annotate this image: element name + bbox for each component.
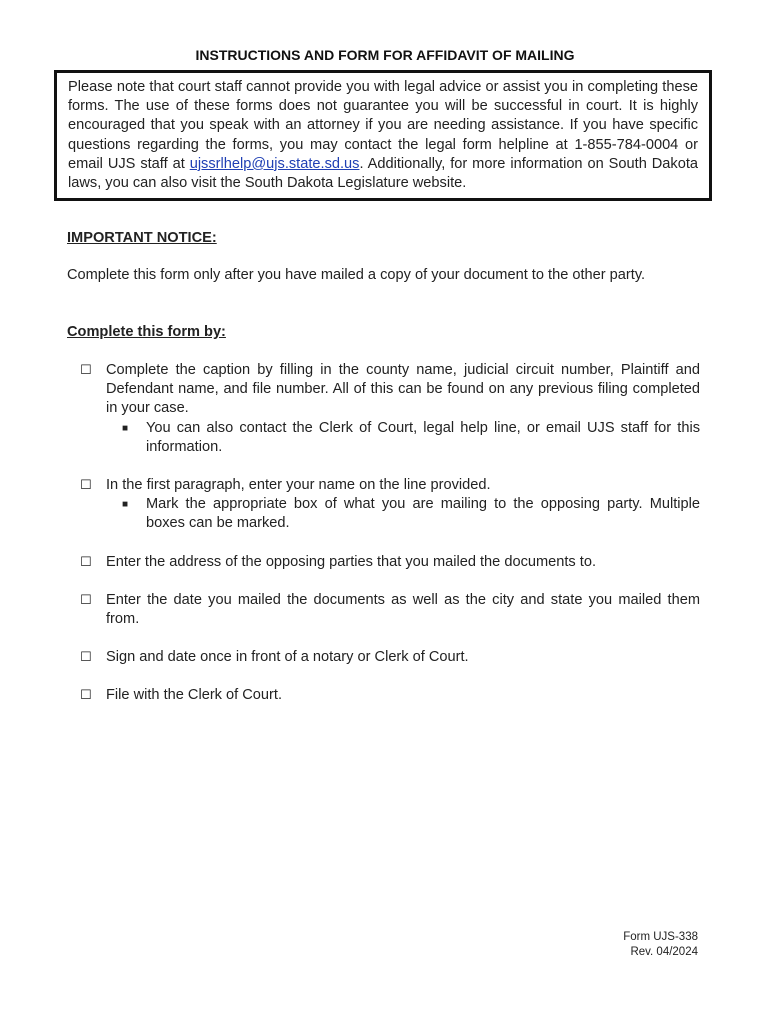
checklist-item-name xyxy=(80,476,700,534)
checkbox-icon: ☐ xyxy=(80,688,92,704)
checklist-item-text: Enter the address of the opposing parties that you mailed the documents to. xyxy=(106,553,597,570)
checkbox-icon: ☐ xyxy=(80,363,92,378)
important-notice-text: Complete this form only after you have mailed a copy of your document to the other party. xyxy=(67,267,646,283)
checklist-item-text: In the first paragraph, enter your name on the line provided. xyxy=(106,477,491,494)
form-revision: Rev. 04/2024 xyxy=(630,946,698,958)
notice-text-before-link: Please note that court staff cannot provide you with legal advice or assist you in completing these forms. The use of these forms does not guarantee you will be successful in court. It is highly encouraged that you speak with an attorney if you are needing assistance. If you have specific questions regarding the forms, you may contact the legal form helpline at 1-855-784-0004 or email UJS staff at xyxy=(68,79,698,172)
checklist-item-text: File with the Clerk of Court. xyxy=(106,687,282,704)
checklist-item-text: Sign and date once in front of a notary or Clerk of Court. xyxy=(106,649,469,666)
complete-form-heading: Complete this form by: xyxy=(67,324,226,340)
checklist-subitem xyxy=(80,419,700,457)
bullet-icon: ■ xyxy=(122,422,129,434)
checklist-item-date xyxy=(80,591,700,629)
checkbox-icon: ☐ xyxy=(80,592,92,608)
form-footer xyxy=(623,930,698,960)
checklist-item-file xyxy=(80,686,700,705)
checklist-subitem-text: Mark the appropriate box of what you are mailing to the opposing party. Multiple boxes can be marked. xyxy=(146,496,700,532)
checkbox-icon: ☐ xyxy=(80,650,92,666)
instruction-checklist xyxy=(80,361,700,706)
form-id: Form UJS-338 xyxy=(623,931,698,943)
notice-text-after-link: . Additionally, for more information on South Dakota laws, you can also visit the South Dakota Legislature website. xyxy=(68,155,698,192)
checklist-subitem-text: You can also contact the Clerk of Court, legal help line, or email UJS staff for this information. xyxy=(146,419,700,455)
checklist-item-address xyxy=(80,553,700,572)
checkbox-icon: ☐ xyxy=(80,554,92,570)
checklist-subitem xyxy=(80,495,700,533)
checklist-item-caption xyxy=(80,361,700,457)
legal-advice-notice-box xyxy=(54,70,712,201)
helpline-email-link[interactable]: ujssrlhelp@ujs.state.sd.us xyxy=(189,155,360,172)
important-notice-heading: IMPORTANT NOTICE: xyxy=(67,230,217,246)
document-title: INSTRUCTIONS AND FORM FOR AFFIDAVIT OF MAILING xyxy=(195,47,575,63)
checklist-item-text: Complete the caption by filling in the county name, judicial circuit number, Plaintiff and Defendant name, and file number. All of this can be found on any previous filing completed in your case. xyxy=(106,362,700,417)
checkbox-icon: ☐ xyxy=(80,478,92,494)
checklist-item-sign xyxy=(80,648,700,667)
checklist-item-text: Enter the date you mailed the documents as well as the city and state you mailed them from. xyxy=(106,591,700,628)
bullet-icon: ■ xyxy=(122,499,129,511)
